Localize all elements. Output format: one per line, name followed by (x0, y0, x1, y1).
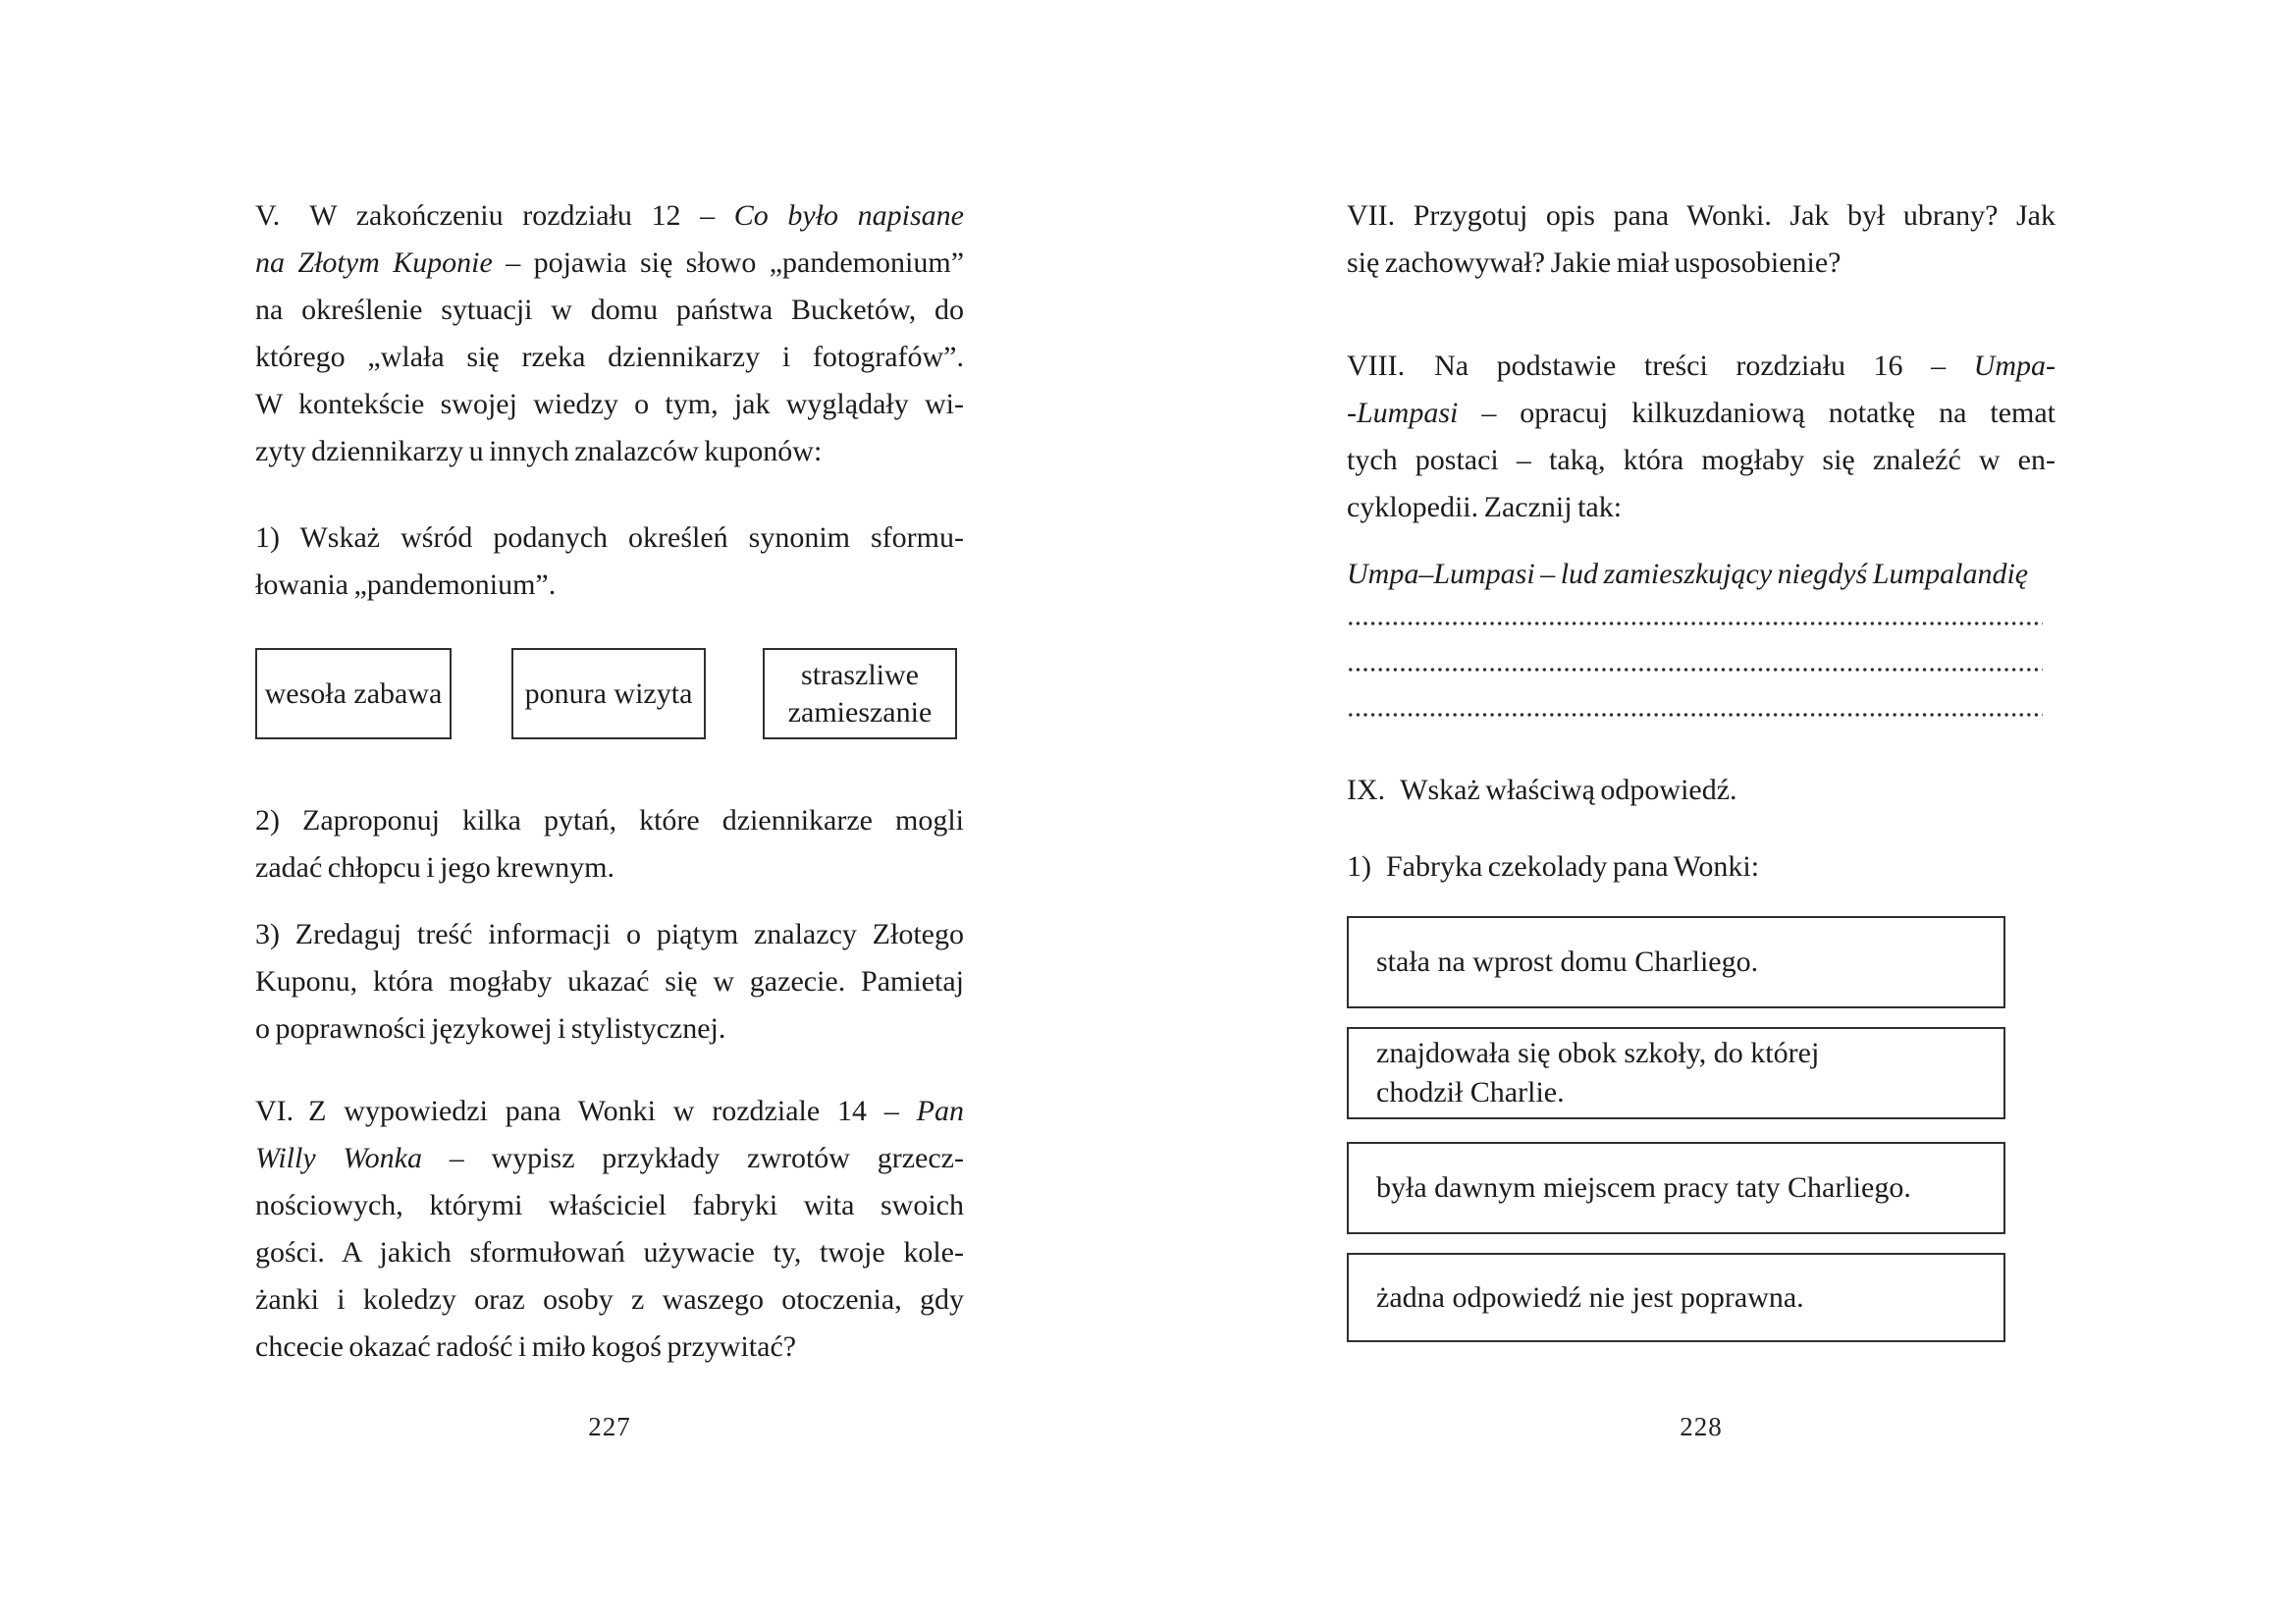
dotted-answer-line (1347, 622, 2043, 625)
text-line: 1) Wskaż wśród podanych określeń synonim sformu- (255, 521, 964, 554)
answer-box-1 (1347, 916, 2005, 1008)
text-line: VII. Przygotuj opis pana Wonki. Jak był ubrany? Jak (1347, 199, 2056, 232)
answer-box-3 (1347, 1142, 2005, 1234)
text-line: VI. Z wypowiedzi pana Wonki w rozdziale 14 – Pan (255, 1095, 964, 1127)
exercise-v-item-1 (255, 514, 964, 609)
text-line: o poprawności językowej i stylistycznej. (255, 1012, 726, 1045)
exercise-viii-paragraph (1347, 343, 2056, 531)
option-label: ponura wizyta (524, 676, 693, 710)
option-box-ponura-wizyta (511, 648, 706, 739)
option-box-straszliwe-zamieszanie (763, 648, 957, 739)
text-line: 1) Fabryka czekolady pana Wonki: (1347, 850, 1760, 883)
page-number-right: 228 (1680, 1412, 1723, 1441)
text-line: tych postaci – taką, która mogłaby się znaleźć w en- (1347, 444, 2056, 476)
option-label: wesoła zabawa (264, 676, 443, 710)
text-line: V. W zakończeniu rozdziału 12 – Co było napisane (255, 199, 964, 232)
text-line: nościowych, którymi właściciel fabryki wita swoich (255, 1189, 964, 1221)
answer-text-line: była dawnym miejscem pracy taty Charliego. (1376, 1171, 1911, 1204)
exercise-vi-paragraph (255, 1088, 964, 1371)
exercise-vii-paragraph (1347, 192, 2056, 287)
text-line: Willy Wonka – wypisz przykłady zwrotów grzecz- (255, 1142, 964, 1174)
synonym-option-row (255, 648, 964, 739)
answer-box-2 (1347, 1027, 2005, 1119)
text-line: na Złotym Kuponie – pojawia się słowo „pandemonium” (255, 246, 965, 279)
text-line: chcecie okazać radość i miło kogoś przywitać? (255, 1330, 797, 1363)
text-line: którego „wlała się rzeka dziennikarzy i fotografów”. (255, 341, 964, 373)
answer-blank-lines (1347, 622, 2043, 717)
text-line: W kontekście swojej wiedzy o tym, jak wyglądały wi- (255, 388, 964, 420)
exercise-ix-item-1 (1347, 843, 2056, 891)
answer-text-line: chodził Charlie. (1376, 1076, 1565, 1109)
text-line: zyty dziennikarzy u innych znalazców kuponów: (255, 435, 823, 467)
page-number-left: 227 (588, 1412, 631, 1441)
text-line: VIII. Na podstawie treści rozdziału 16 – Umpa- (1347, 350, 2056, 382)
answer-text-line: stała na wprost domu Charliego. (1376, 946, 1759, 978)
text-line: Kuponu, która mogłaby ukazać się w gazecie. Pamietaj (255, 965, 964, 998)
text-line: zadać chłopcu i jego krewnym. (255, 851, 615, 884)
text-line: 2) Zaproponuj kilka pytań, które dziennikarze mogli (255, 804, 964, 837)
exercise-ix-heading (1347, 767, 2056, 814)
text-line: na określenie sytuacji w domu państwa Bucketów, do (255, 294, 964, 326)
text-line: 3) Zredaguj treść informacji o piątym znalazcy Złotego (255, 918, 964, 950)
text-line: się zachowywał? Jakie miał usposobienie? (1347, 246, 1842, 279)
text-line: gości. A jakich sformułowań używacie ty, twoje kole- (255, 1236, 964, 1269)
answer-text-line: żadna odpowiedź nie jest poprawna. (1376, 1280, 1804, 1314)
option-box-wesola-zabawa (255, 648, 452, 739)
exercise-v-item-3 (255, 911, 964, 1053)
dotted-answer-line (1347, 668, 2043, 672)
option-label: straszliwe zamieszanie (787, 658, 933, 729)
answer-box-4 (1347, 1253, 2005, 1342)
text-line: łowania „pandemonium”. (255, 568, 557, 601)
text-line: -Lumpasi – opracuj kilkuzdaniową notatkę na temat (1347, 397, 2056, 429)
text-line: IX. Wskaż właściwą odpowiedź. (1347, 774, 1737, 806)
exercise-v-item-2 (255, 797, 964, 892)
text-line: Umpa–Lumpasi – lud zamieszkujący niegdyś Lumpalandię (1347, 558, 2029, 590)
text-line: żanki i koledzy oraz osoby z waszego otoczenia, gdy (255, 1283, 964, 1316)
exercise-v-paragraph (255, 192, 964, 475)
text-line: cyklopedii. Zacznij tak: (1347, 491, 1623, 523)
answer-text-line: znajdowała się obok szkoły, do której (1376, 1037, 1820, 1069)
encyclopedia-example-line (1347, 551, 2056, 598)
dotted-answer-line (1347, 713, 2043, 717)
